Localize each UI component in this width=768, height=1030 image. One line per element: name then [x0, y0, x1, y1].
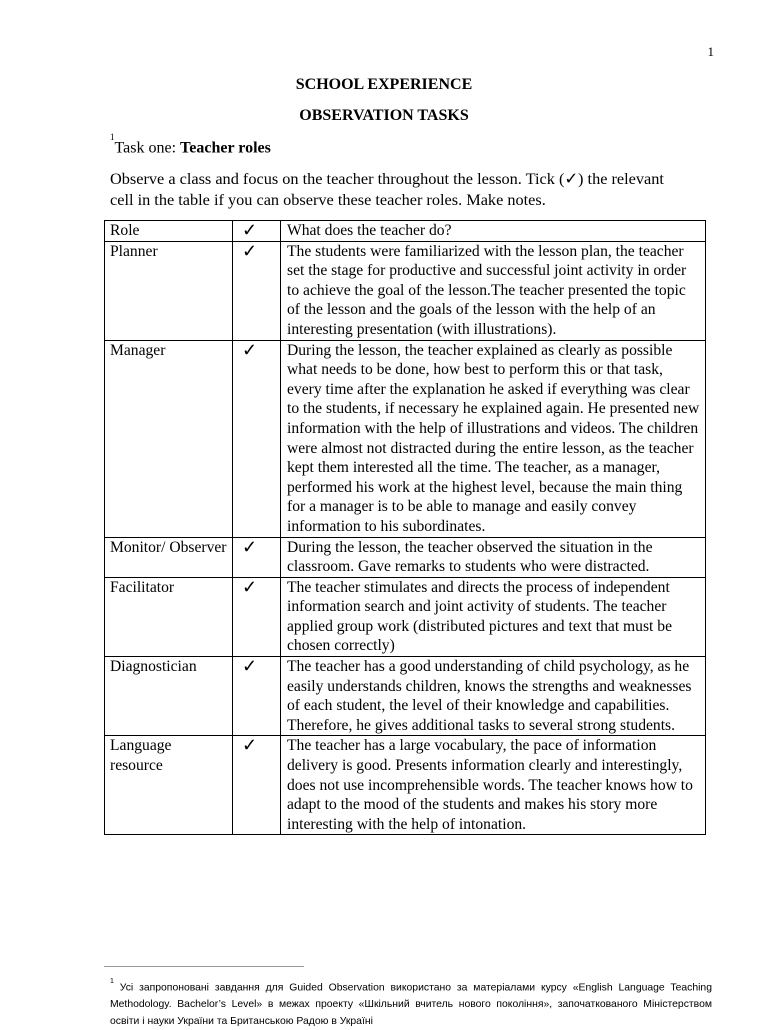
- footnote: [110, 976, 712, 1030]
- role-cell: Language resource: [105, 736, 233, 835]
- role-cell: Monitor/ Observer: [105, 537, 233, 577]
- tick-cell: ✓: [233, 577, 281, 656]
- footnote-text: Усі запропоновані завдання для Guided Observation використано за матеріалами курсу «English Language Teaching Methodology. Bachelor’s Level» в межах проекту «Шкільний вчитель нового покоління», започаткованого Міністерством освіти і науки України та Британською Радою в Україні: [110, 982, 712, 1028]
- teacher-roles-table: [104, 220, 706, 835]
- role-cell: Planner: [105, 241, 233, 340]
- header-tick: ✓: [233, 221, 281, 242]
- task-name: Teacher roles: [180, 139, 271, 157]
- table-row: [105, 340, 706, 537]
- page-number: 1: [707, 44, 714, 59]
- tick-cell: ✓: [233, 736, 281, 835]
- role-cell: Diagnostician: [105, 657, 233, 736]
- notes-cell: During the lesson, the teacher explained as clearly as possible what needs to be done, how best to perform this or that task, every time after the explanation he asked if everything was clear to the students, if necessary he explained again. He presented new information with the help of illustrations and videos. The children were almost not distracted during the entire lesson, as the teacher kept them interested all the time. The teacher, as a manager, performed his work at the highest level, because the main thing for a manager is to be able to manage and easily convey information to his subordinates.: [281, 340, 706, 537]
- notes-cell: The teacher has a good understanding of child psychology, as he easily understands children, knows the strengths and weaknesses of each student, the level of their knowledge and capabilities. Therefore, he gives additional tasks to several strong students.: [281, 657, 706, 736]
- tick-cell: ✓: [233, 241, 281, 340]
- tick-cell: ✓: [233, 340, 281, 537]
- table-row: [105, 657, 706, 736]
- header-role: Role: [105, 221, 233, 242]
- tick-cell: ✓: [233, 657, 281, 736]
- footnote-marker: 1: [110, 978, 114, 985]
- notes-cell: The teacher stimulates and directs the process of independent information search and joint activity of students. The teacher applied group work (distributed pictures and text that must be chosen correctly): [281, 577, 706, 656]
- notes-cell: The teacher has a large vocabulary, the pace of information delivery is good. Presents information clearly and interestingly, does not use incomprehensible words. The teacher knows how to adapt to the mood of the students and makes his story more interesting with the help of intonation.: [281, 736, 706, 835]
- notes-cell: The students were familiarized with the lesson plan, the teacher set the stage for productive and successful joint activity in order to achieve the goal of the lesson.The teacher presented the topic of the lesson and the goals of the lesson with the help of an interesting presentation (with illustrations).: [281, 241, 706, 340]
- header-what: What does the teacher do?: [281, 221, 706, 242]
- table-row: [105, 241, 706, 340]
- table-row: [105, 537, 706, 577]
- tick-cell: ✓: [233, 537, 281, 577]
- table-header-row: [105, 221, 706, 242]
- document-subtitle: OBSERVATION TASKS: [299, 107, 469, 124]
- task-prefix: Task one:: [114, 139, 181, 157]
- task-footnote-marker: 1: [110, 132, 115, 142]
- notes-cell: During the lesson, the teacher observed the situation in the classroom. Gave remarks to students who were distracted.: [281, 537, 706, 577]
- table-row: [105, 577, 706, 656]
- task-heading: [110, 132, 271, 157]
- footnote-divider: [104, 966, 304, 967]
- role-cell: Facilitator: [105, 577, 233, 656]
- role-cell: Manager: [105, 340, 233, 537]
- instructions-paragraph: Observe a class and focus on the teacher throughout the lesson. Tick (✓) the relevant cell in the table if you can observe these teacher roles. Make notes.: [110, 169, 664, 209]
- document-title: SCHOOL EXPERIENCE: [295, 76, 473, 93]
- table-row: [105, 736, 706, 835]
